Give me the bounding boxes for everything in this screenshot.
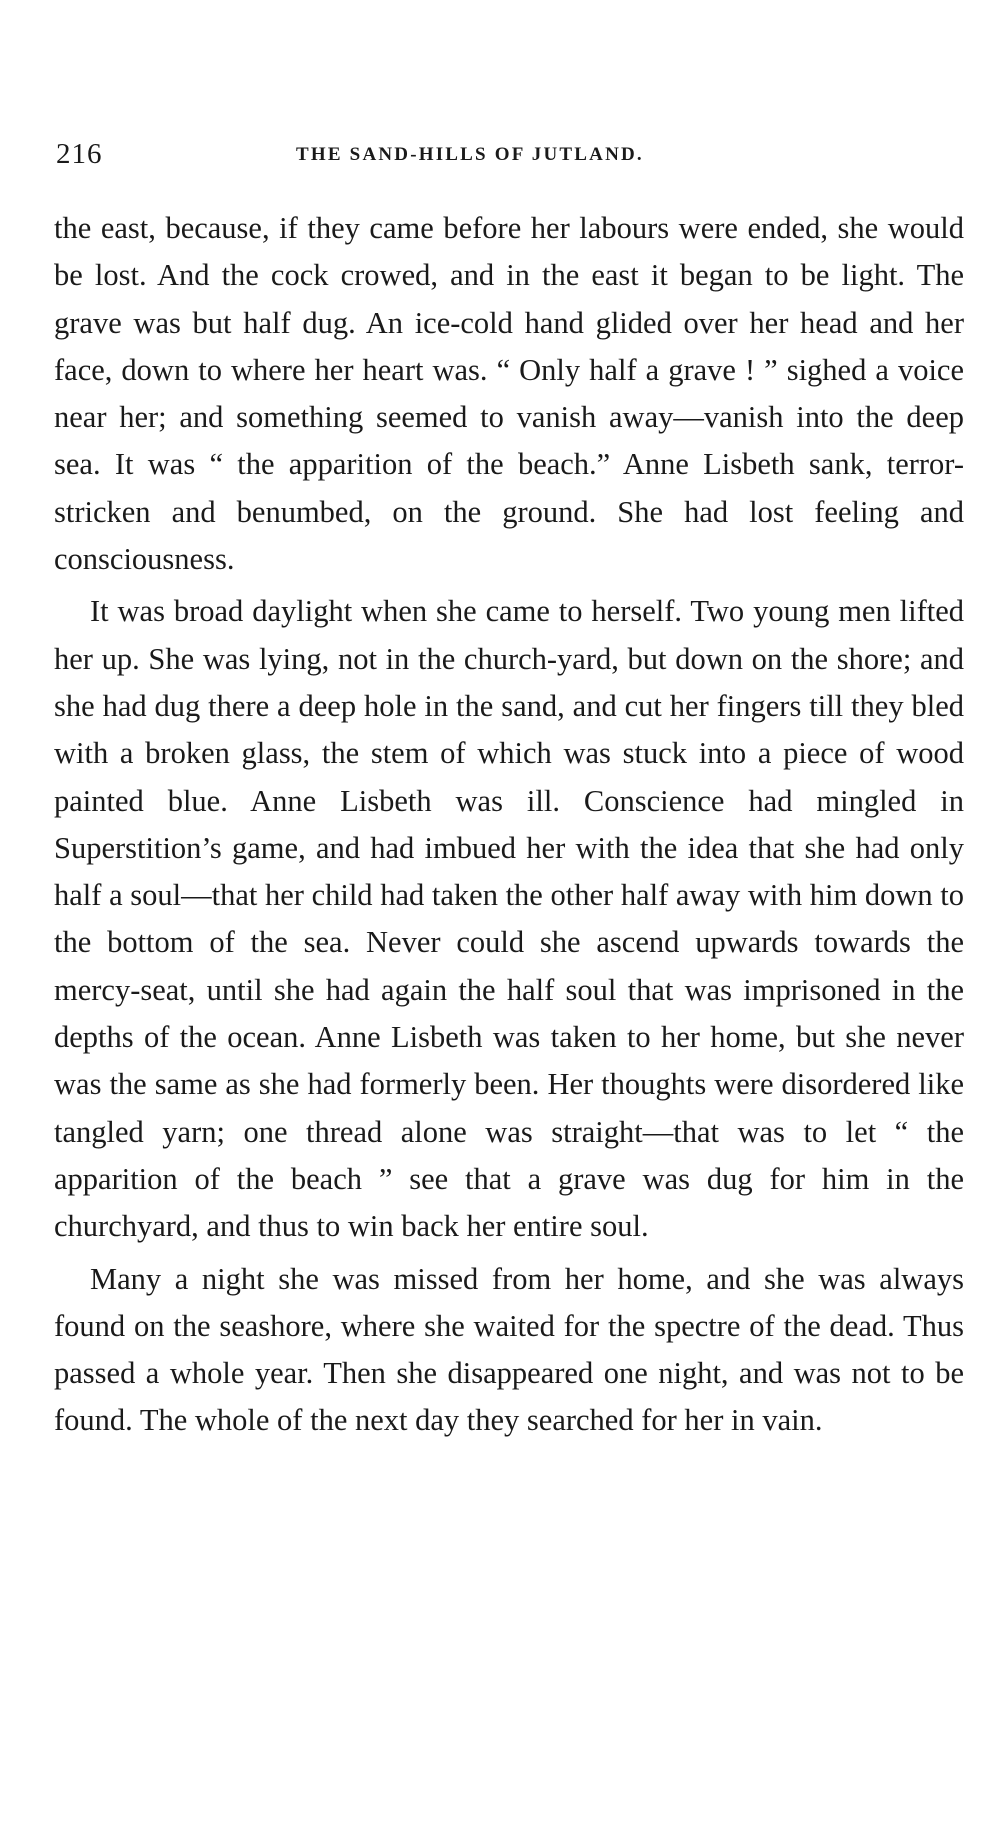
paragraph-1: the east, because, if they came before her labours were ended, she would be lost. And the cock crowed, and in the east it began to be light. The grave was but half dug. An ice-cold hand glided over her head and her face, down to where her heart was. “ Only half a grave ! ” sighed a voice near her; and something seemed to vanish away—vanish into the deep sea. It was “ the apparition of the beach.” Anne Lisbeth sank, terror-stricken and benumbed, on the ground. She had lost feeling and consciousness. <box>54 211 964 577</box>
running-head <box>56 138 736 178</box>
page-number: 216 <box>56 138 103 170</box>
paragraph-3: Many a night she was missed from her home, and she was always found on the seashore, where she waited for the spectre of the dead. Thus passed a whole year. Then she disappeared one night, and was not to be found. The whole of the next day they searched for her in vain. <box>54 1261 964 1438</box>
running-title: THE SAND-HILLS OF JUTLAND. <box>296 144 644 165</box>
body-text <box>54 205 964 1445</box>
paragraph-2: It was broad daylight when she came to herself. Two young men lifted her up. She was lying, not in the church-yard, but down on the shore; and she had dug there a deep hole in the sand, and cut her fingers till they bled with a broken glass, the stem of which was stuck into a piece of wood painted blue. Anne Lisbeth was ill. Conscience had mingled in Superstition’s game, and had imbued her with the idea that she had only half a soul—that her child had taken the other half away with him down to the bottom of the sea. Never could she ascend upwards towards the mercy-seat, until she had again the half soul that was imprisoned in the depths of the ocean. Anne Lisbeth was taken to her home, but she never was the same as she had formerly been. Her thoughts were disordered like tangled yarn; one thread alone was straight—that was to let “ the apparition of the beach ” see that a grave was dug for him in the churchyard, and thus to win back her entire soul. <box>54 594 964 1244</box>
